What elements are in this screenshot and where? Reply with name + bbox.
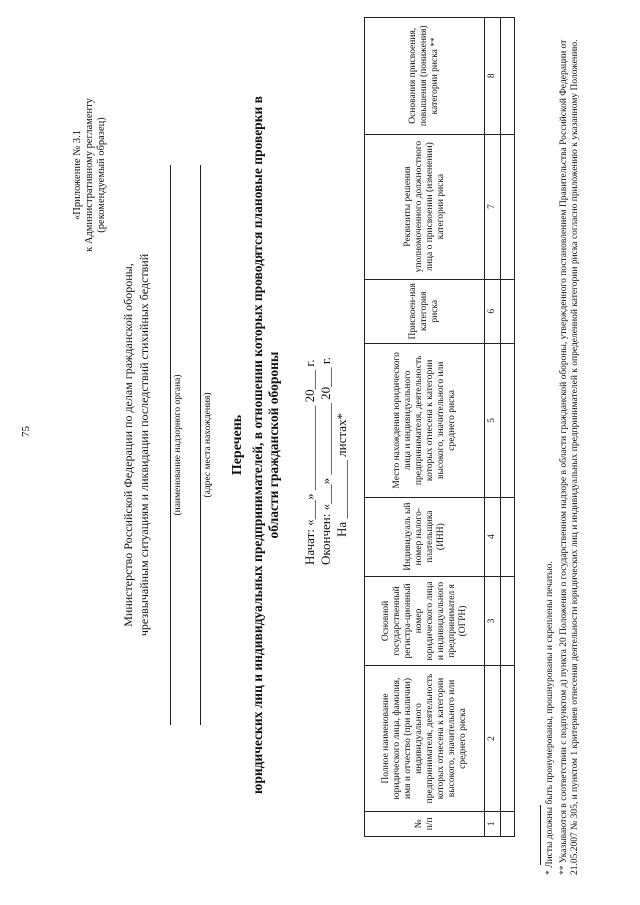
list-heading: Перечень — [230, 414, 245, 476]
empty-cell — [501, 343, 515, 497]
table-empty-row — [501, 18, 515, 837]
empty-cell — [501, 811, 515, 836]
number-cell: 4 — [485, 497, 501, 576]
number-cell: 7 — [485, 134, 501, 279]
ministry-name — [120, 185, 152, 705]
empty-cell — [501, 279, 515, 343]
ministry-line-2: чрезвычайным ситуациям и ликвидации последствий стихийных бедствий — [137, 253, 151, 637]
header-cell: Основной государственный регистра-ционный номер юридического лица и индивидуального предпринимател я (ОГРН) — [365, 576, 485, 666]
authority-underline — [170, 165, 171, 725]
footnote-2: ** Указываются в соответствии с подпунктом д) пункта 20 Положения о государственном надзоре в области гражданской обороны, утвержденного постановлением Правительства Российской Федерации от 21.05.2007 № 305, и пунктом 1 критериев отнесения деятельности юридических лиц и индивидуальных предпринимателей к определенной категории риска согласно приложению к указанному Положению. — [558, 39, 580, 875]
empty-cell — [501, 666, 515, 811]
number-cell: 5 — [485, 343, 501, 497]
appendix-block — [72, 45, 108, 305]
dates-block — [302, 357, 350, 565]
end-date: Окончен: «___» ___________ 20___ г. — [318, 357, 333, 565]
location-caption: (адрес места нахождения) — [203, 392, 213, 498]
register-table — [364, 17, 515, 837]
empty-cell — [501, 18, 515, 135]
empty-cell — [501, 576, 515, 666]
empty-cell — [501, 497, 515, 576]
number-cell: 3 — [485, 576, 501, 666]
appendix-line-2: к Административному регламенту — [84, 98, 95, 252]
number-cell: 8 — [485, 18, 501, 135]
header-cell: Основания присвоения, повышения (понижения) категории риска ** — [365, 18, 485, 135]
header-cell: Присвоен-ная категория риска — [365, 279, 485, 343]
start-date: Начат: «___» _____________ 20___ г. — [302, 359, 317, 565]
ministry-line-1: Министерство Российской Федерации по делам гражданской обороны, — [121, 263, 135, 627]
appendix-line-1: «Приложение № 3.1 — [72, 130, 83, 220]
list-title — [250, 25, 282, 865]
number-cell: 1 — [485, 811, 501, 836]
header-cell: Индивидуаль ый номер налого-плательщика (ИНН) — [365, 497, 485, 576]
footnotes — [540, 35, 584, 875]
number-cell: 2 — [485, 666, 501, 811]
list-title-line-1: юридических лиц и индивидуальных предпринимателей, в отношении которых проводятся плановые проверки в — [250, 96, 265, 794]
page-number: 75 — [20, 426, 32, 437]
authority-caption: (наименование надзорного органа) — [173, 374, 183, 516]
table-number-row — [485, 18, 501, 837]
appendix-line-3: (рекомендуемый образец) — [96, 117, 107, 233]
location-underline — [200, 165, 201, 725]
table-header-row — [365, 18, 485, 837]
sheets-count: На _________ листах* — [334, 413, 349, 537]
list-title-line-2: области гражданской обороны — [266, 351, 281, 539]
header-cell: Место нахождения юридического лица и индивидуального предпринимателя, деятельность которых отнесена к категории высокого, значительного или среднего риска — [365, 343, 485, 497]
number-cell: 6 — [485, 279, 501, 343]
footnote-rule — [540, 805, 541, 865]
empty-cell — [501, 134, 515, 279]
header-cell: № п/п — [365, 811, 485, 836]
header-cell: Полное наименование юридического лица, фамилия, имя и отчество (при наличии) индивидуального предпринимателя, деятельность которых отнесена к категории высокого, значительного или среднего риска — [365, 666, 485, 811]
header-cell: Реквизиты решения уполномоченного должностного лица о присвоении (изменении) категории риска — [365, 134, 485, 279]
footnote-1: * Листы должны быть пронумерованы, прошнурованы и скреплены печатью. — [545, 561, 555, 875]
